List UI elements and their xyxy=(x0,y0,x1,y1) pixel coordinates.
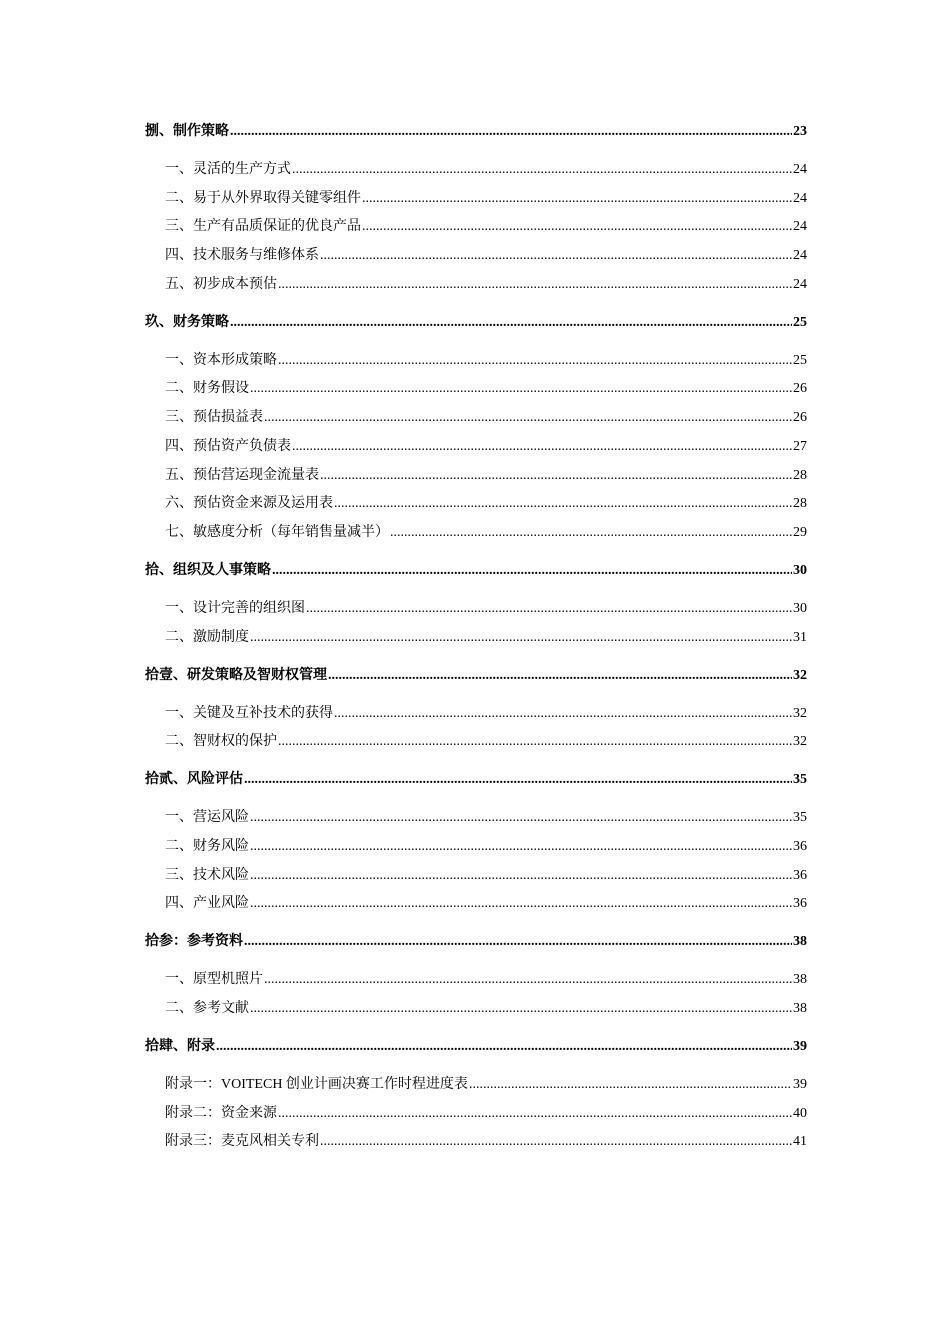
toc-item-title: 附录一：VOITECH 创业计画决赛工作时程进度表 xyxy=(165,1077,468,1092)
toc-item[interactable] xyxy=(145,160,807,180)
toc-page-number: 39 xyxy=(793,1039,807,1054)
toc-item-title: 三、生产有品质保证的优良产品 xyxy=(165,219,361,235)
toc-leader-dots xyxy=(306,599,792,619)
toc-item[interactable] xyxy=(145,628,807,648)
toc-item-title: 一、关键及互补技术的获得 xyxy=(165,705,333,721)
toc-leader-dots xyxy=(328,666,792,686)
toc-item-title: 二、易于从外界取得关键零组件 xyxy=(165,190,361,206)
toc-leader-dots xyxy=(250,837,792,857)
toc-leader-dots xyxy=(230,122,792,142)
toc-item-title: 五、预估营运现金流量表 xyxy=(165,467,319,483)
toc-item-title: 七、敏感度分析（每年销售量减半） xyxy=(165,524,389,540)
toc-leader-dots xyxy=(320,246,792,266)
toc-item-title: 附录二：资金来源 xyxy=(165,1105,277,1121)
table-of-contents xyxy=(145,122,807,1152)
toc-item-title: 四、预估资产负债表 xyxy=(165,438,291,454)
toc-item-title: 四、产业风险 xyxy=(165,896,249,912)
toc-item[interactable] xyxy=(145,970,807,990)
toc-leader-dots xyxy=(278,351,792,371)
toc-page-number: 27 xyxy=(793,438,807,454)
toc-item[interactable] xyxy=(145,1104,807,1124)
toc-item-title: 附录三：麦克风相关专利 xyxy=(165,1134,319,1150)
toc-page-number: 32 xyxy=(793,667,807,683)
toc-leader-dots xyxy=(469,1075,792,1095)
toc-page-number: 38 xyxy=(793,1001,807,1016)
toc-page-number: 40 xyxy=(793,1105,807,1121)
toc-item[interactable] xyxy=(145,999,807,1019)
toc-page-number: 35 xyxy=(793,810,807,826)
toc-item-title: 一、原型机照片 xyxy=(165,972,263,988)
toc-leader-dots xyxy=(250,379,792,399)
toc-leader-dots xyxy=(272,561,792,581)
toc-section-title: 捌、制作策略 xyxy=(145,124,229,139)
toc-item[interactable] xyxy=(145,808,807,828)
toc-item-title: 六、预估资金来源及运用表 xyxy=(165,496,333,512)
toc-leader-dots xyxy=(250,808,792,828)
toc-item[interactable] xyxy=(145,523,807,543)
toc-item-title: 二、参考文献 xyxy=(165,1001,249,1016)
toc-section-title: 拾肆、附录 xyxy=(145,1039,215,1054)
toc-page-number: 28 xyxy=(793,496,807,512)
toc-leader-dots xyxy=(250,894,792,914)
toc-page-number: 41 xyxy=(793,1134,807,1150)
toc-item[interactable] xyxy=(145,217,807,237)
toc-item[interactable] xyxy=(145,379,807,399)
toc-item[interactable] xyxy=(145,494,807,514)
toc-leader-dots xyxy=(320,1132,792,1152)
toc-page-number: 24 xyxy=(793,162,807,177)
toc-leader-dots xyxy=(250,628,792,648)
toc-page-number: 32 xyxy=(793,705,807,721)
toc-leader-dots xyxy=(250,866,792,886)
toc-page-number: 38 xyxy=(793,934,807,950)
toc-page-number: 36 xyxy=(793,896,807,912)
toc-section-title: 拾、组织及人事策略 xyxy=(145,562,271,578)
toc-leader-dots xyxy=(250,999,792,1019)
toc-leader-dots xyxy=(278,732,792,752)
toc-leader-dots xyxy=(292,160,792,180)
toc-item[interactable] xyxy=(145,437,807,457)
toc-leader-dots xyxy=(278,275,792,295)
toc-leader-dots xyxy=(244,770,792,790)
toc-item[interactable] xyxy=(145,1075,807,1095)
toc-leader-dots xyxy=(264,970,792,990)
toc-page-number: 35 xyxy=(793,772,807,788)
toc-item[interactable] xyxy=(145,732,807,752)
toc-item-title: 三、预估损益表 xyxy=(165,410,263,426)
toc-leader-dots xyxy=(278,1104,792,1124)
toc-page-number: 30 xyxy=(793,600,807,616)
toc-page-number: 30 xyxy=(793,562,807,578)
toc-section[interactable] xyxy=(145,561,807,581)
toc-item-title: 五、初步成本预估 xyxy=(165,276,277,292)
toc-item-title: 三、技术风险 xyxy=(165,867,249,883)
toc-item-title: 二、财务假设 xyxy=(165,381,249,397)
toc-page-number: 36 xyxy=(793,838,807,854)
toc-leader-dots xyxy=(362,189,792,209)
toc-leader-dots xyxy=(230,313,792,333)
toc-leader-dots xyxy=(292,437,792,457)
toc-item[interactable] xyxy=(145,408,807,428)
toc-item[interactable] xyxy=(145,1132,807,1152)
toc-section[interactable] xyxy=(145,122,807,142)
toc-section-title: 拾壹、研发策略及智财权管理 xyxy=(145,667,327,683)
toc-page-number: 24 xyxy=(793,190,807,206)
toc-item-title: 二、激励制度 xyxy=(165,629,249,645)
toc-item-title: 一、营运风险 xyxy=(165,810,249,826)
toc-page-number: 25 xyxy=(793,352,807,368)
toc-leader-dots xyxy=(362,217,792,237)
toc-item[interactable] xyxy=(145,275,807,295)
toc-item[interactable] xyxy=(145,894,807,914)
toc-item[interactable] xyxy=(145,704,807,724)
toc-item-title: 一、设计完善的组织图 xyxy=(165,600,305,616)
toc-page-number: 36 xyxy=(793,867,807,883)
toc-item-title: 二、财务风险 xyxy=(165,838,249,854)
toc-item-title: 一、资本形成策略 xyxy=(165,352,277,368)
toc-page-number: 31 xyxy=(793,629,807,645)
toc-page-number: 23 xyxy=(793,124,807,139)
toc-page-number: 28 xyxy=(793,467,807,483)
toc-page-number: 24 xyxy=(793,219,807,235)
toc-section[interactable] xyxy=(145,932,807,952)
toc-page-number: 24 xyxy=(793,276,807,292)
toc-page-number: 38 xyxy=(793,972,807,988)
toc-page-number: 26 xyxy=(793,381,807,397)
toc-leader-dots xyxy=(216,1037,792,1057)
toc-leader-dots xyxy=(390,523,792,543)
toc-page-number: 26 xyxy=(793,410,807,426)
toc-item-title: 四、技术服务与维修体系 xyxy=(165,248,319,264)
toc-section[interactable] xyxy=(145,770,807,790)
toc-page-number: 24 xyxy=(793,248,807,264)
toc-item[interactable] xyxy=(145,599,807,619)
toc-item[interactable] xyxy=(145,246,807,266)
toc-item[interactable] xyxy=(145,189,807,209)
toc-section[interactable] xyxy=(145,313,807,333)
toc-section[interactable] xyxy=(145,1037,807,1057)
toc-leader-dots xyxy=(334,494,792,514)
toc-leader-dots xyxy=(244,932,792,952)
toc-item[interactable] xyxy=(145,866,807,886)
toc-leader-dots xyxy=(264,408,792,428)
toc-section[interactable] xyxy=(145,666,807,686)
toc-leader-dots xyxy=(320,466,792,486)
toc-page-number: 32 xyxy=(793,734,807,750)
toc-page-number: 29 xyxy=(793,524,807,540)
toc-page-number: 25 xyxy=(793,314,807,330)
toc-item[interactable] xyxy=(145,466,807,486)
toc-item-title: 二、智财权的保护 xyxy=(165,734,277,750)
toc-item[interactable] xyxy=(145,837,807,857)
toc-section-title: 玖、财务策略 xyxy=(145,314,229,330)
toc-page-number: 39 xyxy=(793,1077,807,1092)
toc-item[interactable] xyxy=(145,351,807,371)
toc-item-title: 一、灵活的生产方式 xyxy=(165,162,291,177)
toc-leader-dots xyxy=(334,704,792,724)
toc-section-title: 拾贰、风险评估 xyxy=(145,772,243,788)
toc-section-title: 拾参：参考资料 xyxy=(145,934,243,950)
